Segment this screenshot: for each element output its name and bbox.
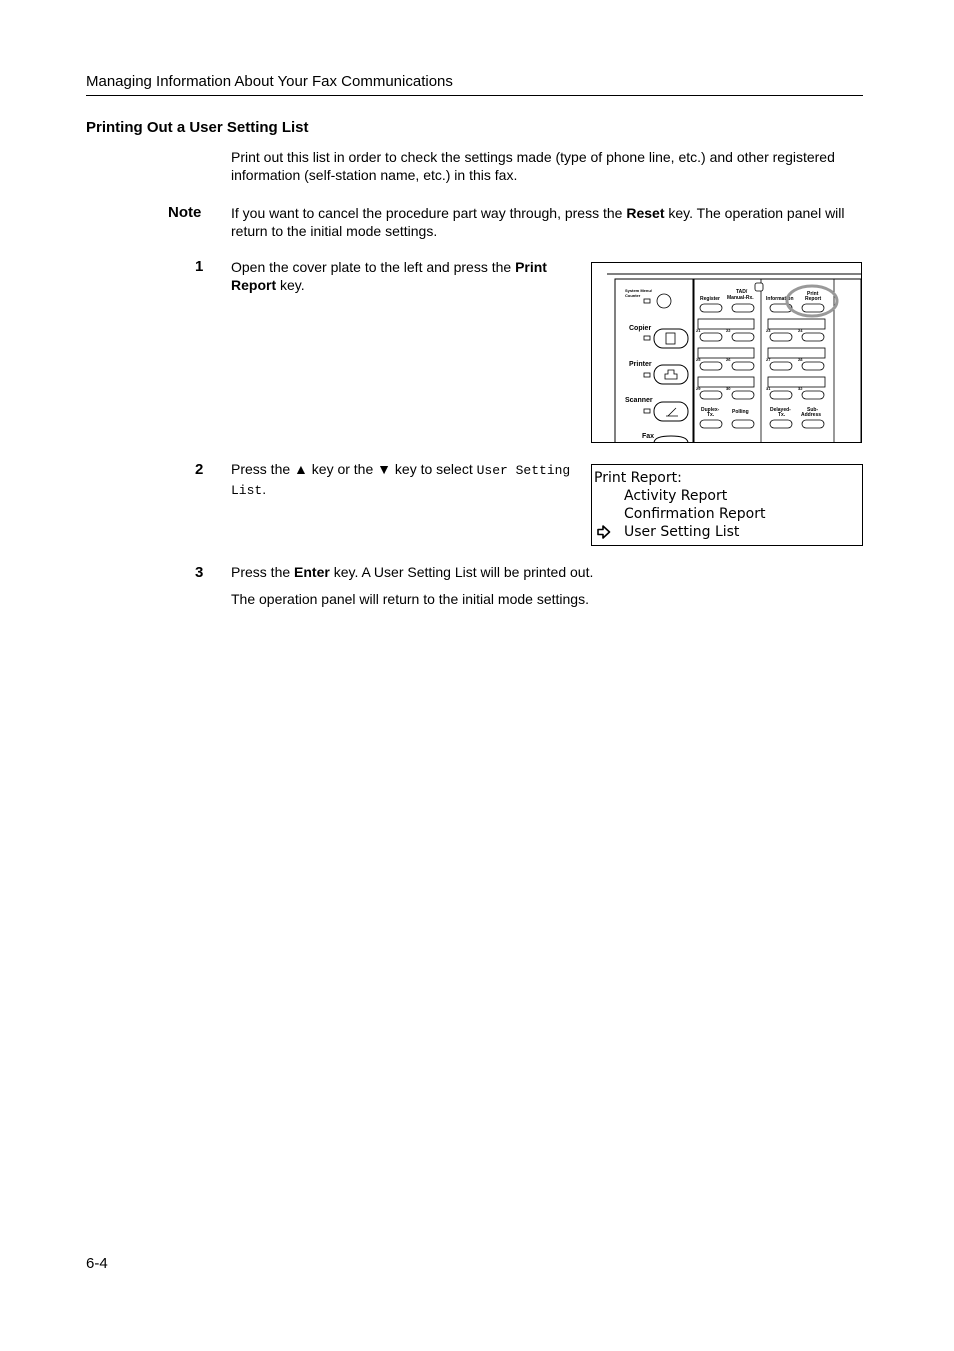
polling-key bbox=[732, 420, 754, 428]
lcd-title: Print Report: bbox=[594, 470, 682, 486]
key-number-21: 21 bbox=[696, 328, 701, 333]
lcd-display bbox=[591, 464, 863, 546]
enter-key-name: Enter bbox=[294, 564, 330, 580]
display-window-2 bbox=[768, 319, 825, 329]
step-3-number: 3 bbox=[195, 564, 204, 581]
address-label: Address bbox=[801, 412, 822, 418]
note-text: If you want to cancel the procedure part way through, press the Reset key. The operation panel will return to the initial mode settings. bbox=[231, 205, 845, 239]
key-number-23: 23 bbox=[766, 328, 771, 333]
header-rule bbox=[86, 95, 863, 96]
user-setting-list-code: User Setting List bbox=[231, 463, 571, 498]
duplex-tx-key bbox=[700, 420, 722, 428]
key-number-30: 30 bbox=[726, 386, 731, 391]
step-3-text: Press the Enter key. A User Setting List will be printed out. bbox=[231, 564, 594, 580]
page-number: 6-4 bbox=[86, 1255, 108, 1272]
print-report-key bbox=[802, 304, 824, 312]
counter-label: Counter bbox=[625, 293, 641, 298]
delayed-label: Delayed- bbox=[770, 407, 791, 413]
duplex-label: Duplex- bbox=[701, 407, 720, 413]
one-touch-key-32 bbox=[802, 391, 824, 399]
display-window-6 bbox=[768, 377, 825, 387]
one-touch-key-27 bbox=[770, 362, 792, 370]
print-label: Print bbox=[807, 291, 819, 297]
scanner-key bbox=[654, 402, 688, 421]
delayed-tx-key bbox=[770, 420, 792, 428]
key-number-32: 32 bbox=[798, 386, 803, 391]
copier-key bbox=[654, 329, 688, 348]
copier-label: Copier bbox=[629, 325, 652, 332]
key-number-31: 31 bbox=[766, 386, 771, 391]
key-number-27: 27 bbox=[766, 357, 771, 362]
tad-label: TAD/ bbox=[736, 289, 748, 295]
one-touch-key-22 bbox=[732, 333, 754, 341]
delayed-tx-label: Tx. bbox=[778, 412, 786, 418]
step-1-number: 1 bbox=[195, 258, 204, 275]
scanner-label: Scanner bbox=[625, 397, 653, 404]
register-key bbox=[700, 304, 722, 312]
report-label: Report bbox=[805, 296, 822, 302]
lcd-item-user-setting-list: User Setting List bbox=[594, 523, 862, 541]
tad-manual-rx-key bbox=[732, 304, 754, 312]
key-number-28: 28 bbox=[798, 357, 803, 362]
lcd-item-confirmation-report: Confirmation Report bbox=[624, 506, 766, 522]
one-touch-key-25 bbox=[700, 362, 722, 370]
information-label: Information bbox=[766, 296, 794, 302]
printer-key bbox=[654, 365, 688, 384]
step-2-text: Press the ▲ key or the ▼ key to select User Setting List. bbox=[231, 461, 571, 498]
polling-label: Polling bbox=[732, 409, 749, 415]
key-number-25: 25 bbox=[696, 357, 701, 362]
system-menu-label: System Menu/ bbox=[625, 288, 652, 293]
printer-label: Printer bbox=[629, 361, 652, 368]
lcd-item-activity-report: Activity Report bbox=[624, 488, 728, 504]
one-touch-key-28 bbox=[802, 362, 824, 370]
key-number-24: 24 bbox=[798, 328, 803, 333]
key-number-26: 26 bbox=[726, 357, 731, 362]
section-title: Printing Out a User Setting List bbox=[86, 119, 309, 136]
step-3-result-text: The operation panel will return to the initial mode settings. bbox=[231, 591, 589, 607]
step-1-text: Open the cover plate to the left and press the Print Report key. bbox=[231, 259, 547, 293]
one-touch-key-31 bbox=[770, 391, 792, 399]
running-header: Managing Information About Your Fax Communications bbox=[86, 73, 453, 90]
sub-label: Sub- bbox=[807, 407, 819, 413]
manual-rx-label: Manual-Rx. bbox=[727, 295, 754, 301]
down-arrow-icon: ▼ bbox=[377, 461, 392, 477]
duplex-tx-label: Tx. bbox=[707, 412, 715, 418]
up-arrow-icon: ▲ bbox=[294, 461, 308, 477]
one-touch-key-24 bbox=[802, 333, 824, 341]
one-touch-key-30 bbox=[732, 391, 754, 399]
reset-key-name: Reset bbox=[626, 205, 665, 221]
key-number-22: 22 bbox=[726, 328, 731, 333]
operation-panel-drawing bbox=[592, 263, 861, 442]
one-touch-key-29 bbox=[700, 391, 722, 399]
key-number-29: 29 bbox=[696, 386, 701, 391]
register-label: Register bbox=[700, 296, 721, 302]
note-label: Note bbox=[168, 204, 202, 221]
step-2-number: 2 bbox=[195, 461, 204, 478]
one-touch-key-26 bbox=[732, 362, 754, 370]
intro-paragraph: Print out this list in order to check the settings made (type of phone line, etc.) and other registered information (self-station name, etc.) in this fax. bbox=[231, 149, 835, 183]
one-touch-key-21 bbox=[700, 333, 722, 341]
one-touch-key-23 bbox=[770, 333, 792, 341]
fax-label: Fax bbox=[642, 433, 655, 440]
system-menu-key bbox=[657, 294, 671, 308]
selection-arrow-icon bbox=[597, 525, 611, 539]
operation-panel-illustration bbox=[591, 262, 862, 443]
print-report-key-name: Print Report bbox=[231, 259, 547, 293]
display-window-4 bbox=[768, 348, 825, 358]
sub-address-key bbox=[802, 420, 824, 428]
